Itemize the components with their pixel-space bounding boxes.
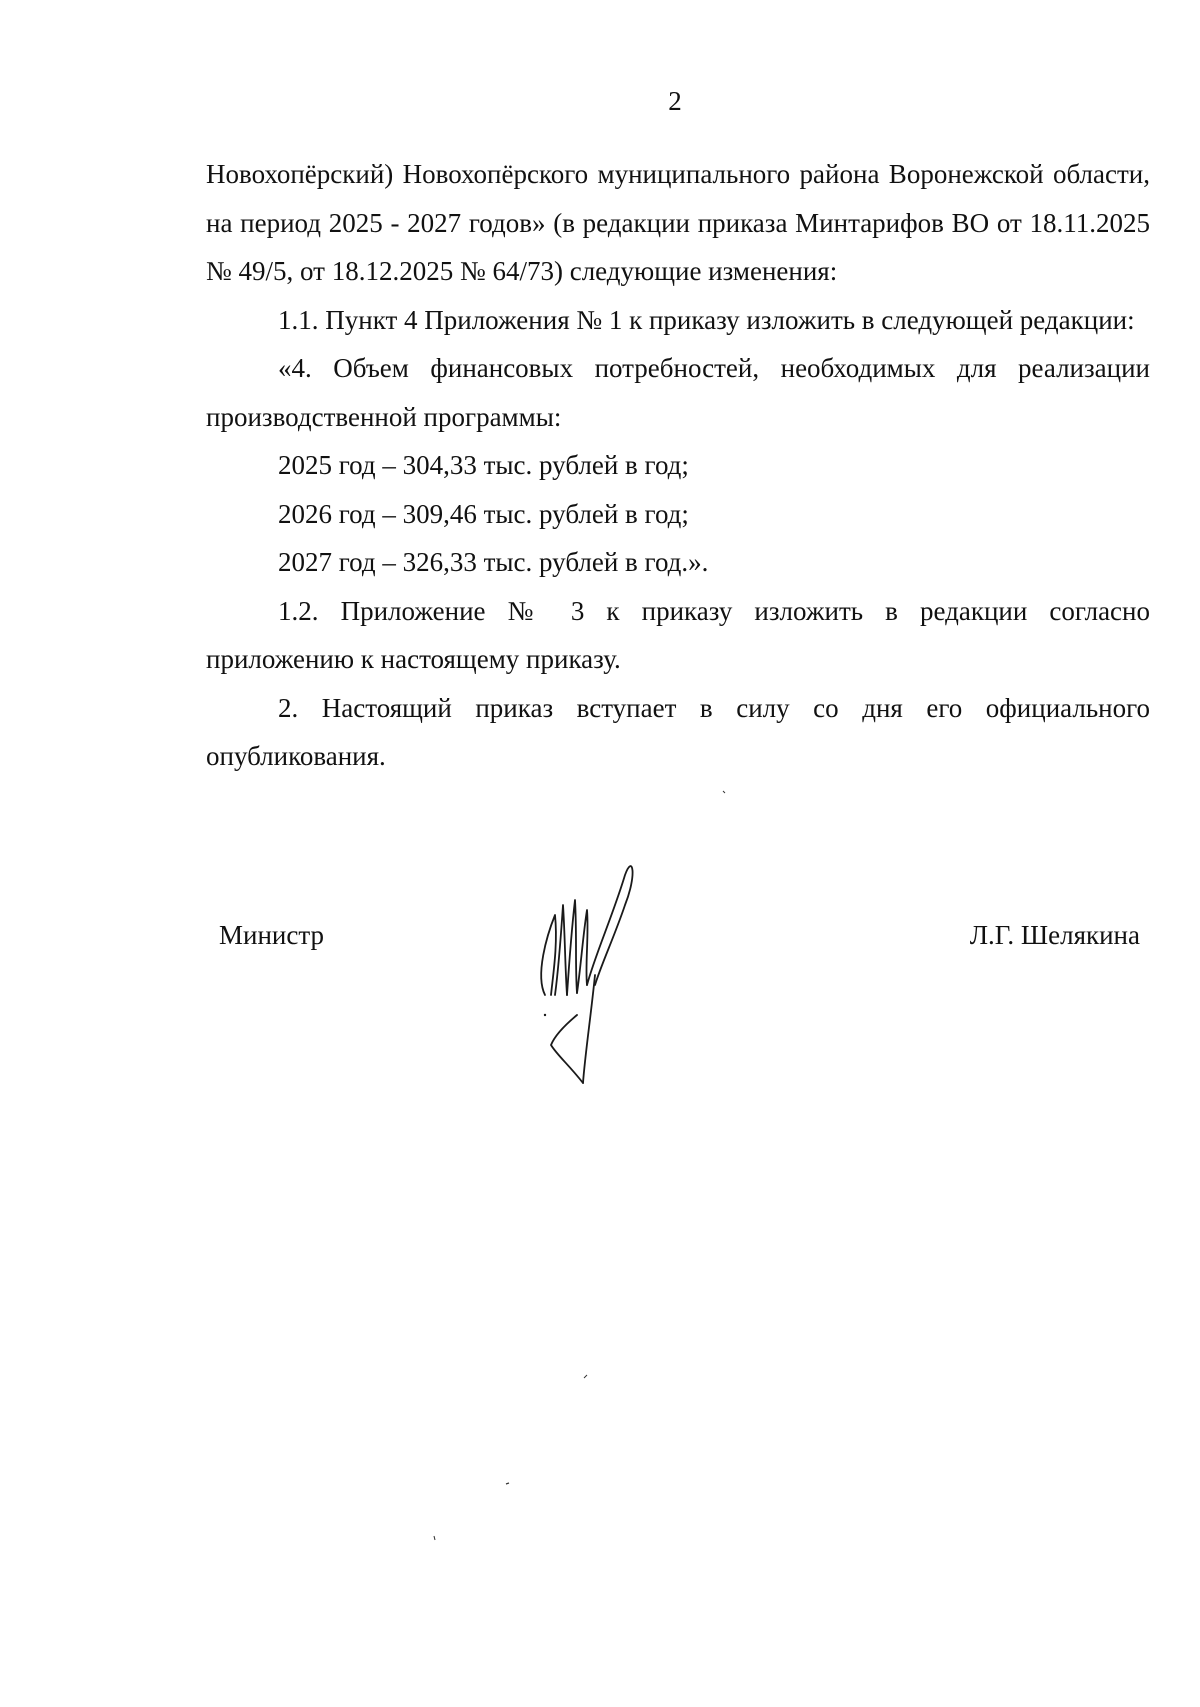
page-number: 2 (668, 86, 682, 116)
paragraph-item-1-2: 1.2. Приложение № 3 к приказу изложить в редакции согласно приложению к настоящему приказу. (206, 595, 1150, 674)
scan-speck (505, 1481, 511, 1487)
scan-speck (583, 1373, 589, 1379)
paragraph-item-2: 2. Настоящий приказ вступает в силу со дня его официального опубликования. (206, 692, 1150, 771)
signer-title: Министр (219, 920, 324, 950)
line-year-2026: 2026 год – 309,46 тыс. рублей в год; (278, 498, 689, 529)
paragraph-quote-4: «4. Объем финансовых потребностей, необходимых для реализации производственной программы: (206, 353, 1150, 432)
paragraph-intro: Новохопёрский) Новохопёрского муниципального района Воронежской области, на период 2025 - 2027 годов» (в редакции приказа Минтарифов ВО от 18.11.2025 № 49/5, от 18.12.2025 № 64/73) следующие изменения: (206, 159, 1150, 286)
paragraph-item-1-1: 1.1. Пункт 4 Приложения № 1 к приказу изложить в следующей редакции: (278, 304, 1135, 335)
scan-speck (722, 790, 728, 796)
scan-speck (432, 1535, 438, 1541)
document-body (206, 150, 1150, 781)
line-year-2027: 2027 год – 326,33 тыс. рублей в год.». (278, 547, 709, 577)
handwritten-signature (525, 855, 665, 1095)
line-year-2025: 2025 год – 304,33 тыс. рублей в год; (278, 450, 689, 480)
signer-name: Л.Г. Шелякина (969, 920, 1140, 950)
